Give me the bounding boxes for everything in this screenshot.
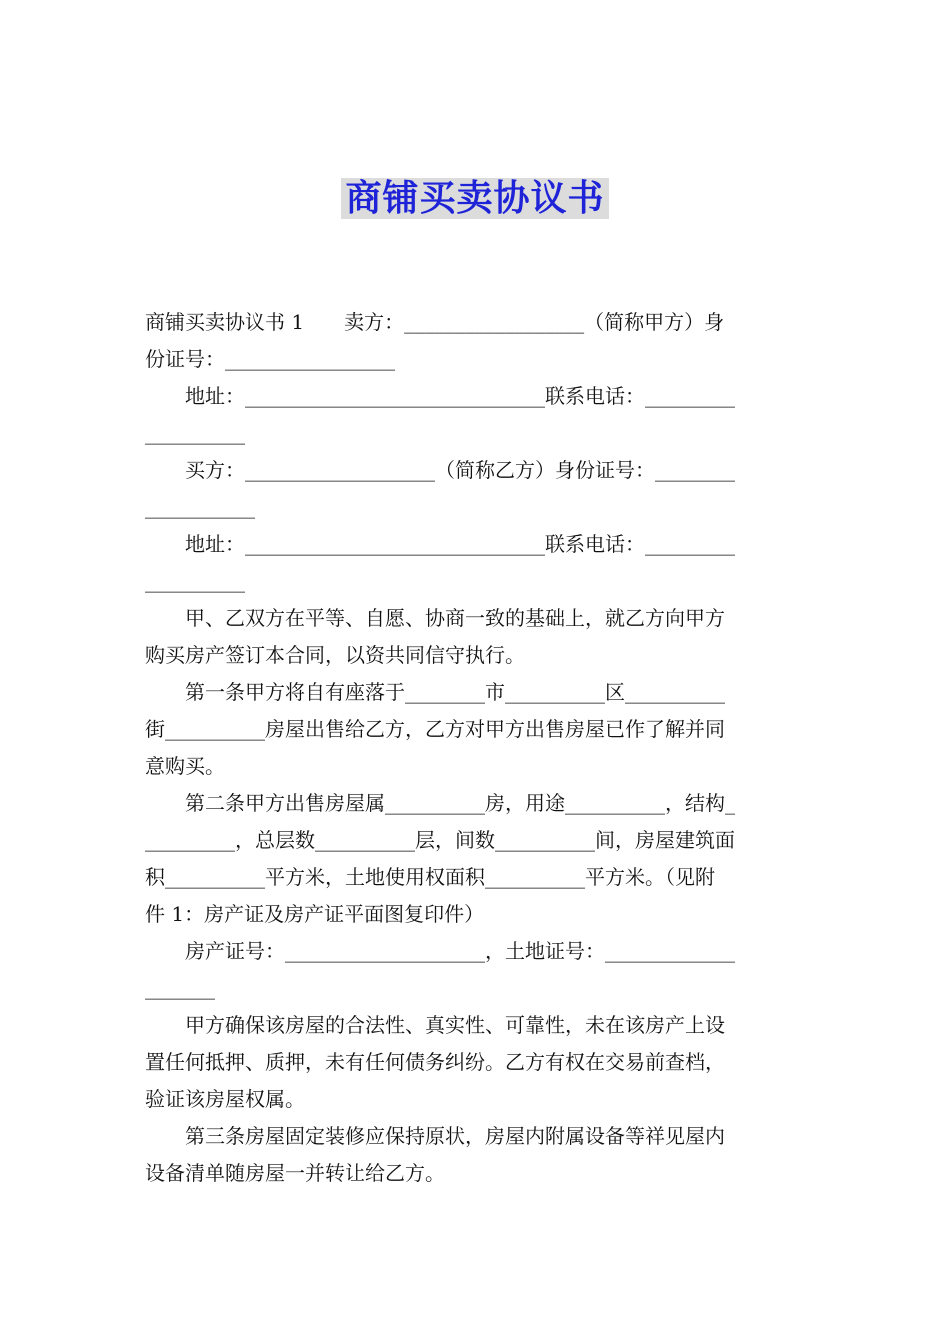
text-line: 商铺买卖协议书 1 卖方：__________________（简称甲方）身 bbox=[145, 310, 725, 334]
text-line: 购买房产签订本合同，以资共同信守执行。 bbox=[145, 643, 525, 667]
document-title bbox=[0, 176, 950, 222]
text-line: 意购买。 bbox=[145, 754, 225, 778]
text-line: 件 1：房产证及房产证平面图复印件） bbox=[145, 902, 485, 926]
text-line: 验证该房屋权属。 bbox=[145, 1087, 305, 1111]
text-line: 置任何抵押、质押，未有任何债务纠纷。乙方有权在交易前查档， bbox=[145, 1050, 725, 1074]
text-line: 地址：______________________________联系电话：_________ bbox=[145, 384, 735, 408]
text-line: 房产证号：____________________，土地证号：_____________ bbox=[145, 939, 735, 963]
text-line: 第一条甲方将自有座落于________市__________区__________ bbox=[145, 680, 725, 704]
text-line: 第二条甲方出售房屋属__________房，用途__________，结构_ bbox=[145, 791, 735, 815]
text-line: 第三条房屋固定装修应保持原状，房屋内附属设备等祥见屋内 bbox=[145, 1124, 725, 1148]
text-line: 份证号：_________________ bbox=[145, 347, 395, 371]
text-line: ___________ bbox=[145, 495, 255, 519]
text-line: 地址：______________________________联系电话：_________ bbox=[145, 532, 735, 556]
text-line: _________，总层数__________层，间数__________间，房屋建筑面 bbox=[145, 828, 735, 852]
text-line: 甲方确保该房屋的合法性、真实性、可靠性，未在该房产上设 bbox=[145, 1013, 725, 1037]
document-body bbox=[145, 304, 807, 1192]
text-line: 甲、乙双方在平等、自愿、协商一致的基础上，就乙方向甲方 bbox=[145, 606, 725, 630]
text-line: _______ bbox=[145, 976, 215, 1000]
text-line: 积__________平方米，土地使用权面积__________平方米。（见附 bbox=[145, 865, 715, 889]
text-line: 设备清单随房屋一并转让给乙方。 bbox=[145, 1161, 445, 1185]
text-line: 街__________房屋出售给乙方，乙方对甲方出售房屋已作了解并同 bbox=[145, 717, 725, 741]
document-title-text: 商铺买卖协议书 bbox=[341, 178, 608, 219]
text-line: __________ bbox=[145, 569, 245, 593]
text-line: __________ bbox=[145, 421, 245, 445]
text-line: 买方：___________________（简称乙方）身份证号：________ bbox=[145, 458, 735, 482]
